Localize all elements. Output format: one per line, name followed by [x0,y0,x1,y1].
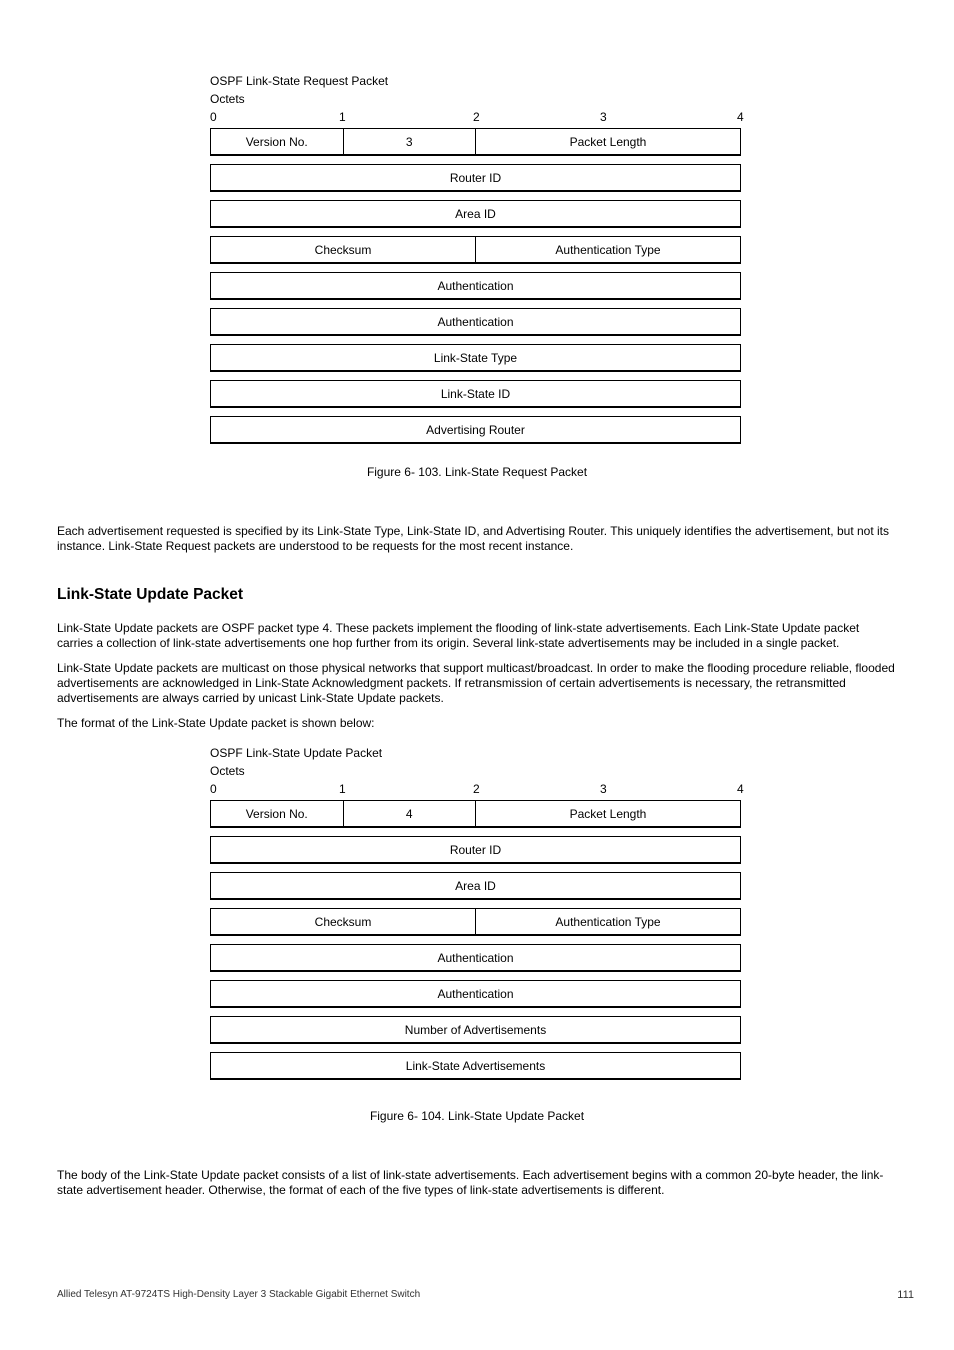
octet-tick: 2 [473,782,480,796]
packet-row [210,344,741,372]
body-paragraph: The body of the Link-State Update packet consists of a list of link-state advertisements. Each advertisement begins with a common 20-byte header, the link-state advertisement header. Otherwise, the format of each of the five types of link-state advertisements is different. [57,1168,884,1197]
page-number: 111 [897,1289,914,1301]
field-link-state-advertisements: Link-State Advertisements [210,1052,741,1080]
field-advertising-router: Advertising Router [210,416,741,444]
octets-label: Octets [210,92,245,106]
octet-tick: 0 [210,110,217,124]
octet-tick: 1 [339,110,346,124]
body-paragraph: Link-State Update packets are OSPF packet type 4. These packets implement the flooding of link-state advertisements. Each Link-State Update packet carries a collection of link-state advertisements one hop further from its origin. Several link-state advertisements may be included in a single packet. [57,621,860,650]
packet-row [210,908,741,936]
octet-tick: 0 [210,782,217,796]
figure-title: OSPF Link-State Update Packet [210,746,383,760]
packet-row [210,416,741,444]
packet-row [210,800,741,828]
field-packet-length: Packet Length [476,800,741,828]
packet-row [210,1052,741,1080]
field-authentication-type: Authentication Type [476,908,741,936]
body-paragraph: The format of the Link-State Update packet is shown below: [57,716,375,730]
field-checksum: Checksum [210,236,476,264]
field-area-id: Area ID [210,872,741,900]
field-authentication: Authentication [210,272,741,300]
octets-label: Octets [210,764,245,778]
packet-row [210,380,741,408]
packet-row [210,164,741,192]
packet-row [210,836,741,864]
field-link-state-id: Link-State ID [210,380,741,408]
figure-link-state-update [210,744,744,1080]
field-link-state-type: Link-State Type [210,344,741,372]
field-router-id: Router ID [210,164,741,192]
section-heading: Link-State Update Packet [57,586,244,603]
packet-row [210,236,741,264]
field-type: 4 [344,800,477,828]
octet-tick: 1 [339,782,346,796]
packet-row [210,980,741,1008]
figure-link-state-request [210,72,744,444]
field-version: Version No. [210,128,344,156]
figure-caption: Figure 6- 104. Link-State Update Packet [369,1109,585,1123]
footer-product-name: Allied Telesyn AT-9724TS High-Density Layer 3 Stackable Gigabit Ethernet Switch [57,1289,421,1300]
field-number-of-advertisements: Number of Advertisements [210,1016,741,1044]
octet-tick: 3 [600,110,607,124]
field-authentication: Authentication [210,944,741,972]
octet-scale [210,108,744,126]
field-version: Version No. [210,800,344,828]
octet-tick: 3 [600,782,607,796]
body-paragraph: Link-State Update packets are multicast on those physical networks that support multicast/broadcast. In order to make the flooding procedure reliable, flooded advertisements are acknowledged in Link-State Acknowledgment packets. If retransmission of certain advertisements is necessary, the retransmitted advertisements are always carried by unicast Link-State Update packets. [57,661,895,705]
body-paragraph: Each advertisement requested is specified by its Link-State Type, Link-State ID, and Advertising Router. This uniquely identifies the advertisement, but not its instance. Link-State Request packets are understood to be requests for the most recent instance. [57,524,890,553]
octet-scale [210,780,744,798]
field-type: 3 [344,128,477,156]
figure-caption: Figure 6- 103. Link-State Request Packet [366,465,588,479]
field-checksum: Checksum [210,908,476,936]
packet-row [210,272,741,300]
field-authentication: Authentication [210,980,741,1008]
octet-tick: 4 [737,782,744,796]
octet-tick: 4 [737,110,744,124]
packet-row [210,944,741,972]
field-area-id: Area ID [210,200,741,228]
figure-title: OSPF Link-State Request Packet [210,74,389,88]
packet-row [210,128,741,156]
field-authentication: Authentication [210,308,741,336]
octet-tick: 2 [473,110,480,124]
field-router-id: Router ID [210,836,741,864]
packet-row [210,872,741,900]
packet-row [210,308,741,336]
packet-row [210,200,741,228]
packet-row [210,1016,741,1044]
field-packet-length: Packet Length [476,128,741,156]
field-authentication-type: Authentication Type [476,236,741,264]
